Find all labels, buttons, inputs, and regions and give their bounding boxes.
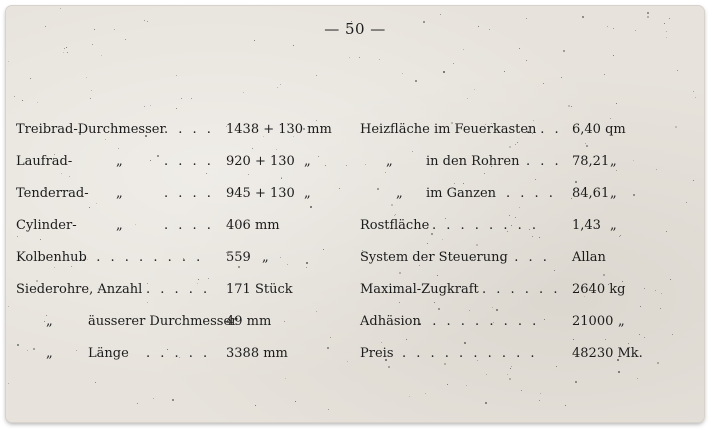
speck xyxy=(281,178,282,179)
dot-leaders: . . . . . . . . . xyxy=(82,250,204,265)
speck xyxy=(637,378,638,379)
speck xyxy=(582,16,584,18)
spec-label: Preis xyxy=(360,346,394,361)
dot-leaders: . . . . . . xyxy=(482,282,561,297)
speck xyxy=(287,264,288,265)
spec-value: 6,40 qm xyxy=(572,122,626,137)
page-number: — 50 — xyxy=(324,20,386,38)
speck xyxy=(675,126,677,128)
spec-value: 945 + 130 xyxy=(226,186,295,201)
speck xyxy=(647,12,649,14)
speck xyxy=(316,311,317,312)
spec-value: 78,21 xyxy=(572,154,610,169)
scanned-page xyxy=(6,6,704,422)
speck xyxy=(586,145,588,147)
speck xyxy=(585,143,586,144)
speck xyxy=(385,172,386,173)
speck xyxy=(509,215,510,216)
speck xyxy=(515,144,516,145)
speck xyxy=(526,60,527,61)
speck xyxy=(507,374,508,375)
speck xyxy=(526,18,527,19)
speck xyxy=(339,188,340,189)
speck xyxy=(644,288,645,289)
speck xyxy=(425,393,426,394)
dot-leaders: . . . . . . . . xyxy=(432,218,539,233)
speck xyxy=(519,207,520,208)
speck xyxy=(532,236,533,237)
speck xyxy=(492,307,493,308)
speck xyxy=(254,40,255,41)
ditto-mark: „ xyxy=(396,186,403,201)
speck xyxy=(434,302,435,303)
speck xyxy=(415,80,417,82)
dot-leaders: . . . xyxy=(526,122,562,137)
spec-label: Tenderrad- xyxy=(16,186,89,201)
speck xyxy=(365,164,366,165)
speck xyxy=(661,293,662,294)
speck xyxy=(54,267,55,268)
spec-value: 2640 kg xyxy=(572,282,626,297)
speck xyxy=(325,165,326,166)
speck xyxy=(444,363,446,365)
dot-leaders: . . . . xyxy=(164,154,214,169)
speck xyxy=(63,52,64,53)
speck xyxy=(437,275,438,276)
dot-leaders: . . . . xyxy=(506,186,556,201)
speck xyxy=(440,14,441,15)
unit-ditto-mark: „ xyxy=(304,154,311,169)
speck xyxy=(563,50,565,52)
speck xyxy=(647,16,649,18)
speck xyxy=(443,71,445,73)
speck xyxy=(27,350,28,351)
speck xyxy=(695,97,696,98)
speck xyxy=(476,244,478,246)
dot-leaders: . . . xyxy=(526,154,562,169)
spec-value: 406 mm xyxy=(226,218,280,233)
speck xyxy=(181,98,182,99)
speck xyxy=(359,57,360,58)
speck xyxy=(14,96,15,97)
spec-label: Länge xyxy=(88,346,129,361)
speck xyxy=(91,90,92,91)
speck xyxy=(33,348,35,350)
unit-ditto-mark: „ xyxy=(610,154,617,169)
unit-ditto-mark: „ xyxy=(610,186,617,201)
speck xyxy=(466,385,467,386)
speck xyxy=(248,174,249,175)
speck xyxy=(238,266,240,268)
speck xyxy=(616,103,617,104)
speck xyxy=(8,61,9,62)
speck xyxy=(76,350,77,351)
spec-label: Heizfläche im Feuerkasten xyxy=(360,122,537,137)
speck xyxy=(693,180,694,181)
spec-value: 84,61 xyxy=(572,186,610,201)
speck xyxy=(135,224,136,225)
speck xyxy=(255,405,256,406)
speck xyxy=(442,239,443,240)
speck xyxy=(603,274,605,276)
speck xyxy=(544,319,545,320)
dot-leaders: . . . . . xyxy=(146,346,211,361)
speck xyxy=(44,321,45,322)
ditto-mark: „ xyxy=(116,154,123,169)
speck xyxy=(535,179,536,180)
speck xyxy=(463,183,464,184)
speck xyxy=(318,156,319,157)
speck xyxy=(243,92,244,93)
speck xyxy=(657,362,659,364)
speck xyxy=(67,52,68,53)
speck xyxy=(377,188,379,190)
speck xyxy=(86,77,87,78)
spec-value: Allan xyxy=(572,250,606,265)
speck xyxy=(399,302,400,303)
speck xyxy=(640,306,641,307)
speck xyxy=(316,120,317,121)
speck xyxy=(191,98,192,99)
speck xyxy=(556,366,557,367)
speck xyxy=(511,366,512,367)
unit-ditto-mark: „ xyxy=(610,218,617,233)
speck xyxy=(125,39,126,40)
speck xyxy=(656,169,657,170)
speck xyxy=(686,202,687,203)
speck xyxy=(101,55,102,56)
speck xyxy=(295,401,296,402)
speck xyxy=(666,231,667,232)
spec-label: in den Rohren xyxy=(426,154,520,169)
ditto-mark: „ xyxy=(46,346,53,361)
speck xyxy=(69,176,70,177)
spec-value: 1438 + 130 mm xyxy=(226,122,332,137)
speck xyxy=(519,48,520,49)
speck xyxy=(438,308,440,310)
speck xyxy=(616,170,617,171)
speck xyxy=(198,279,199,280)
speck xyxy=(280,84,281,85)
speck xyxy=(176,108,177,109)
spec-label: Laufrad- xyxy=(16,154,73,169)
spec-label: Cylinder- xyxy=(16,218,77,233)
dot-leaders: . . . . xyxy=(164,218,214,233)
ditto-mark: „ xyxy=(46,314,53,329)
speck xyxy=(60,8,61,9)
speck xyxy=(8,383,9,384)
speck xyxy=(284,321,285,322)
speck xyxy=(89,207,90,208)
speck xyxy=(147,302,148,303)
spec-label: Adhäsion xyxy=(360,314,421,329)
speck xyxy=(610,118,611,119)
speck xyxy=(293,45,294,46)
spec-label: Rostfläche xyxy=(360,218,430,233)
speck xyxy=(206,173,207,174)
dot-leaders: . . . . xyxy=(164,186,214,201)
speck xyxy=(280,257,281,258)
speck xyxy=(95,382,96,383)
speck xyxy=(176,75,177,76)
speck xyxy=(510,368,511,369)
speck xyxy=(346,165,347,166)
dot-leaders: . . . . xyxy=(500,250,550,265)
speck xyxy=(485,402,487,404)
speck xyxy=(327,347,329,349)
speck xyxy=(427,243,428,244)
speck xyxy=(568,105,570,107)
speck xyxy=(402,73,403,74)
speck xyxy=(486,374,487,375)
speck xyxy=(604,74,605,75)
speck xyxy=(605,339,606,340)
speck xyxy=(30,78,31,79)
speck xyxy=(504,71,505,72)
spec-value: 171 Stück xyxy=(226,282,293,297)
ditto-mark: „ xyxy=(386,154,393,169)
speck xyxy=(509,378,511,380)
speck xyxy=(565,405,566,406)
speck xyxy=(474,89,475,90)
speck xyxy=(406,339,407,340)
spec-label: Treibrad-Durchmesser xyxy=(16,122,166,137)
spec-value: 3388 mm xyxy=(226,346,288,361)
spec-label: System der Steuerung xyxy=(360,250,508,265)
speck xyxy=(613,55,614,56)
speck xyxy=(533,120,534,121)
speck xyxy=(22,100,23,101)
speck xyxy=(463,49,464,50)
spec-label: Maximal-Zugkraft xyxy=(360,282,479,297)
speck xyxy=(693,91,694,92)
speck xyxy=(561,77,562,78)
speck xyxy=(644,337,645,338)
speck xyxy=(496,309,498,311)
speck xyxy=(310,206,312,208)
speck xyxy=(90,98,91,99)
speck xyxy=(543,83,544,84)
speck xyxy=(409,396,410,397)
speck xyxy=(677,70,678,71)
speck xyxy=(150,160,151,161)
speck xyxy=(277,87,278,88)
speck xyxy=(620,235,621,236)
speck xyxy=(672,334,673,335)
speck xyxy=(61,173,62,174)
speck xyxy=(118,148,119,149)
speck xyxy=(628,343,629,344)
speck xyxy=(381,342,382,343)
speck xyxy=(517,142,518,143)
speck xyxy=(306,267,307,268)
speck xyxy=(66,47,67,48)
dot-leaders: . . . . . . . . . . xyxy=(402,346,538,361)
speck xyxy=(639,334,640,335)
speck xyxy=(157,155,159,157)
speck xyxy=(540,393,541,394)
speck xyxy=(575,381,577,383)
speck xyxy=(150,105,151,106)
ditto-mark: „ xyxy=(116,218,123,233)
dot-leaders: . . . . . xyxy=(146,282,211,297)
speck xyxy=(571,106,572,107)
speck xyxy=(17,236,18,237)
speck xyxy=(669,18,670,19)
speck xyxy=(285,378,286,379)
speck xyxy=(464,342,466,344)
speck xyxy=(208,278,209,279)
speck xyxy=(521,390,522,391)
speck xyxy=(153,398,154,399)
speck xyxy=(484,173,485,174)
speck xyxy=(395,214,396,215)
ditto-mark: „ xyxy=(116,186,123,201)
unit-ditto-mark: „ xyxy=(304,186,311,201)
speck xyxy=(349,57,350,58)
spec-value: 48230 Mk. xyxy=(572,346,643,361)
spec-value: 559 xyxy=(226,250,251,265)
speck xyxy=(252,148,253,149)
speck xyxy=(17,344,19,346)
speck xyxy=(447,384,448,385)
spec-label: Siederohre, Anzahl xyxy=(16,282,143,297)
spec-label: im Ganzen xyxy=(426,186,497,201)
speck xyxy=(347,361,348,362)
speck xyxy=(399,272,401,274)
speck xyxy=(323,249,324,250)
speck xyxy=(509,146,511,148)
speck xyxy=(137,403,138,404)
speck xyxy=(454,183,455,184)
speck xyxy=(469,310,470,311)
speck xyxy=(539,237,540,238)
speck xyxy=(573,339,574,340)
speck xyxy=(619,236,620,237)
speck xyxy=(144,106,145,107)
unit-ditto-mark: „ xyxy=(262,250,269,265)
speck xyxy=(276,149,277,150)
spec-label: Kolbenhub xyxy=(16,250,87,265)
speck xyxy=(37,102,38,103)
speck xyxy=(64,48,65,49)
spec-value: 920 + 130 xyxy=(226,154,295,169)
dot-leaders: . . . . . . . . . xyxy=(418,314,540,329)
speck xyxy=(379,59,380,60)
spec-value: 49 mm xyxy=(226,314,272,329)
speck xyxy=(670,279,671,280)
speck xyxy=(92,44,93,45)
speck xyxy=(618,371,620,373)
spec-label: äusserer Durchmesser xyxy=(88,314,238,329)
speck xyxy=(71,266,72,267)
spec-value: 21000 xyxy=(572,314,614,329)
spec-value: 1,43 xyxy=(572,218,601,233)
speck xyxy=(391,204,393,206)
dot-leaders: . . . . xyxy=(164,122,214,137)
speck xyxy=(172,399,174,401)
speck xyxy=(105,139,106,140)
speck xyxy=(655,290,656,291)
speck xyxy=(633,160,634,161)
speck xyxy=(316,75,317,76)
speck xyxy=(306,262,308,264)
speck xyxy=(467,98,468,99)
speck xyxy=(328,409,329,410)
speck xyxy=(660,308,661,309)
speck xyxy=(40,239,41,240)
speck xyxy=(412,151,413,152)
speck xyxy=(554,270,555,271)
speck xyxy=(453,63,454,64)
speck xyxy=(539,400,540,401)
speck xyxy=(330,337,331,338)
unit-ditto-mark: „ xyxy=(618,314,625,329)
speck xyxy=(8,306,9,307)
speck xyxy=(394,215,395,216)
speck xyxy=(575,181,577,183)
speck xyxy=(633,194,635,196)
speck xyxy=(96,203,97,204)
speck xyxy=(388,366,390,368)
